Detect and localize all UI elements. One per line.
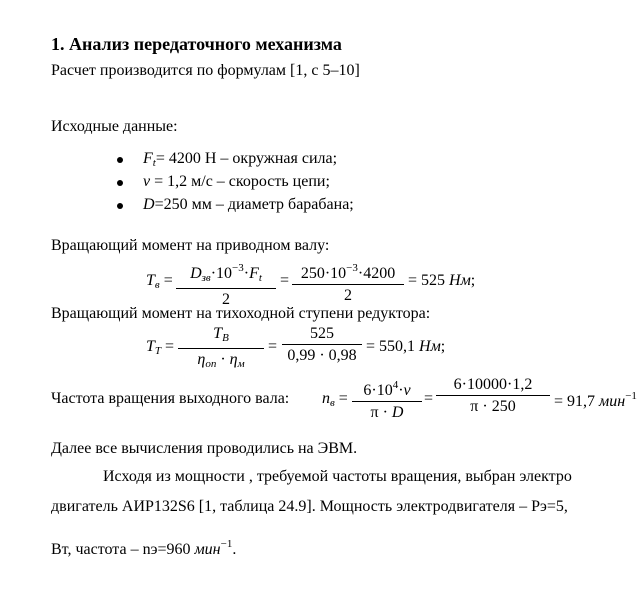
section-heading: 1. Анализ передаточного механизма <box>51 34 342 54</box>
speed-lhs: $n_в$ = <box>322 390 348 409</box>
paragraph-line-2: двигатель АИР132S6 [1, таблица 24.9]. Мощность электродвигателя – Pэ=5, <box>51 498 568 515</box>
bullet-speed: v = 1,2 м/с – скорость цепи; <box>143 173 330 190</box>
speed-fraction-1: $6\cdot 10^4\cdot v$ π · D <box>352 376 422 422</box>
torque-drive-label: Вращающий момент на приводном валу: <box>51 237 330 254</box>
bullet-dot <box>117 157 123 163</box>
equals-sign: = <box>268 338 278 355</box>
equals-sign: = <box>424 390 434 407</box>
computer-note: Далее все вычисления проводились на ЭВМ. <box>51 440 358 457</box>
torque-drive-lhs: $T_в$ = <box>146 272 173 291</box>
equals-sign: = <box>280 272 290 289</box>
torque-slow-label: Вращающий момент на тихоходной ступени редуктора: <box>51 305 431 322</box>
torque-drive-fraction-2: $250\cdot 10^{-3}\cdot 4200$ 2 <box>292 259 404 305</box>
speed-result: = 91,7 мин$^{-1}$ <box>554 390 637 410</box>
paragraph-line-1: Исходя из мощности , требуемой частоты вращения, выбран электро <box>103 468 572 485</box>
bullet-force: $F_t= 4200$ Н – окружная сила; <box>143 150 338 169</box>
intro-text: Расчет производится по формулам [1, с 5–10] <box>51 62 360 79</box>
bullet-dot <box>117 203 123 209</box>
speed-fraction-2: 6·10000·1,2 π · 250 <box>436 376 550 416</box>
torque-slow-fraction-1: $T_B$ $\eta_{оп} \cdot \eta_м$ <box>178 325 264 373</box>
torque-slow-result: = 550,1 Нм; <box>366 338 446 355</box>
torque-drive-fraction-1: $D_{зв}\cdot 10^{-3}\cdot F_t$ 2 <box>176 259 276 309</box>
paragraph-line-3: Вт, частота – nэ=960 мин$^{-1}$. <box>51 538 237 558</box>
speed-label: Частота вращения выходного вала: <box>51 390 290 407</box>
initial-data-label: Исходные данные: <box>51 118 178 135</box>
bullet-dot <box>117 180 123 186</box>
bullet-diameter: D=250 мм – диаметр барабана; <box>143 196 354 213</box>
torque-slow-lhs: $T_T$ = <box>146 338 175 357</box>
torque-drive-result: = 525 Нм; <box>408 272 476 289</box>
torque-slow-fraction-2: 525 0,99 · 0,98 <box>282 325 362 365</box>
